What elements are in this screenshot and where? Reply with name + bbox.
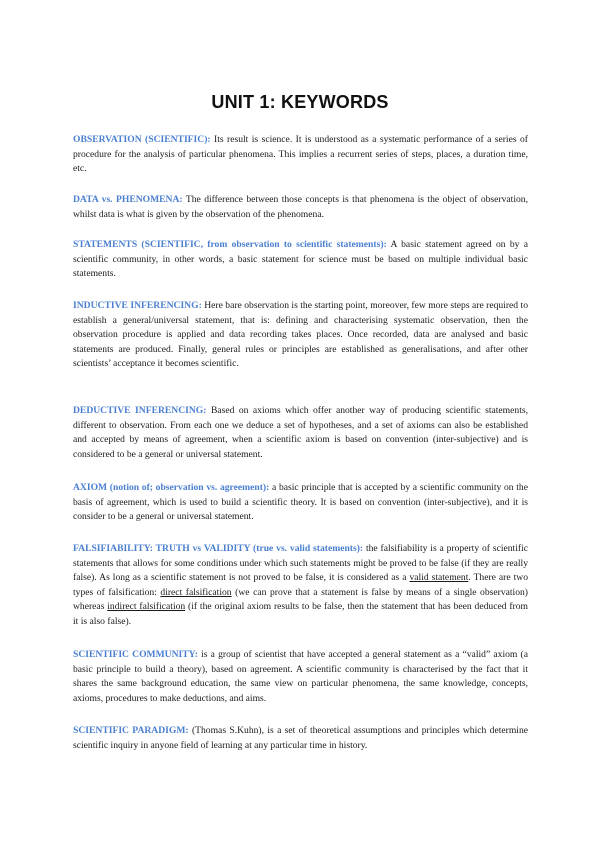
term-statements: STATEMENTS (SCIENTIFIC, from observation to scientific statements): [73,239,387,250]
page-title: UNIT 1: KEYWORDS [211,92,389,112]
term-data-vs-phenomena: DATA vs. PHENOMENA: [73,194,183,205]
entry-statements [73,238,528,282]
valid-statement-underlined: valid statement [409,572,469,584]
entry-scientific-community [73,648,528,706]
term-deductive-inferencing: DEDUCTIVE INFERENCING: [73,405,207,416]
indirect-falsification-underlined: indirect falsification [107,601,186,613]
definition-inductive-inferencing: Here bare observation is the starting point, moreover, few more steps are required to establish a general/universal statement, that is: defining and characterising systematic observation, then the observation procedure is applied and data recording takes places. Once recorded, data are analysed and basic statements are produced. Finally, general rules or principles are established as generalisations, and after other scientists’ acceptance it becomes scientific. [73,300,528,370]
definition-falsifiability-part-3: (we can prove that a statement is false by means of a single observation) whereas [73,586,528,613]
definition-falsifiability-part-1: the falsifiability is a property of scientific statements that allows for some conditions under which such statements might be proved to be false (if they are really false). As long as a scientific statement is not proved to be false, it is considered as a [73,543,528,584]
definition-axiom: a basic principle that is accepted by a scientific community on the basis of agreement, which is used to build a scientific theory. It is based on convention (inter-subjective), and it is consider to be a general or universal statement. [73,482,528,523]
term-observation: OBSERVATION (SCIENTIFIC): [73,134,211,145]
term-scientific-community: SCIENTIFIC COMMUNITY: [73,649,198,660]
definition-data-vs-phenomena: The difference between those concepts is that phenomena is the object of observation, whilst data is what is given by the observation of the phenomena. [73,194,529,220]
entry-data-vs-phenomena [73,193,528,222]
definition-falsifiability-part-2: . There are two types of falsification: [73,572,528,598]
definition-scientific-community: is a group of scientist that have accepted a general statement as a “valid” axiom (a basic principle to build a theory), based on agreement. A scientific community is characterised by the fact that it shares the same background education, the same view on particular phenomena, the same knowledge, concepts, axioms, procedures to make deductions, and aims. [73,649,529,704]
definition-observation: Its result is science. It is understood as a systematic performance of a series of procedure for the analysis of particular phenomena. This implies a recurrent series of steps, places, a duration time, etc. [73,134,528,175]
entry-observation [73,133,528,177]
definition-falsifiability-part-4: (if the original axiom results to be false, then the statement that has been deduced from it is also false). [73,601,528,627]
term-axiom: AXIOM (notion of; observation vs. agreement): [73,482,270,493]
entry-scientific-paradigm [73,724,528,753]
entry-axiom [73,481,528,525]
definition-deductive-inferencing: Based on axioms which offer another way of producing scientific statements, different to observation. From each one we deduce a set of hypotheses, and a set of axioms can also be established and accepted by means of agreement, when a scientific axiom is based on convention (inter-subjective) and is considered to be a general or universal statement. [73,405,528,460]
definition-scientific-paradigm: (Thomas S.Kuhn), is a set of theoretical assumptions and principles which determine scientific inquiry in anyone field of learning at any particular time in history. [73,725,529,751]
definition-statements: A basic statement agreed on by a scientific community, in other words, a basic statement for science must be based on multiple individual basic statements. [73,239,528,280]
term-inductive-inferencing: INDUCTIVE INFERENCING: [73,300,202,311]
entry-deductive-inferencing [73,404,528,462]
entry-inductive-inferencing [73,299,528,372]
term-falsifiability: FALSIFIABILITY: TRUTH vs VALIDITY (true vs. valid statements): [73,543,364,554]
term-scientific-paradigm: SCIENTIFIC PARADIGM: [73,725,189,736]
entry-falsifiability [73,542,528,630]
direct-falsification-underlined: direct falsification [160,586,232,598]
